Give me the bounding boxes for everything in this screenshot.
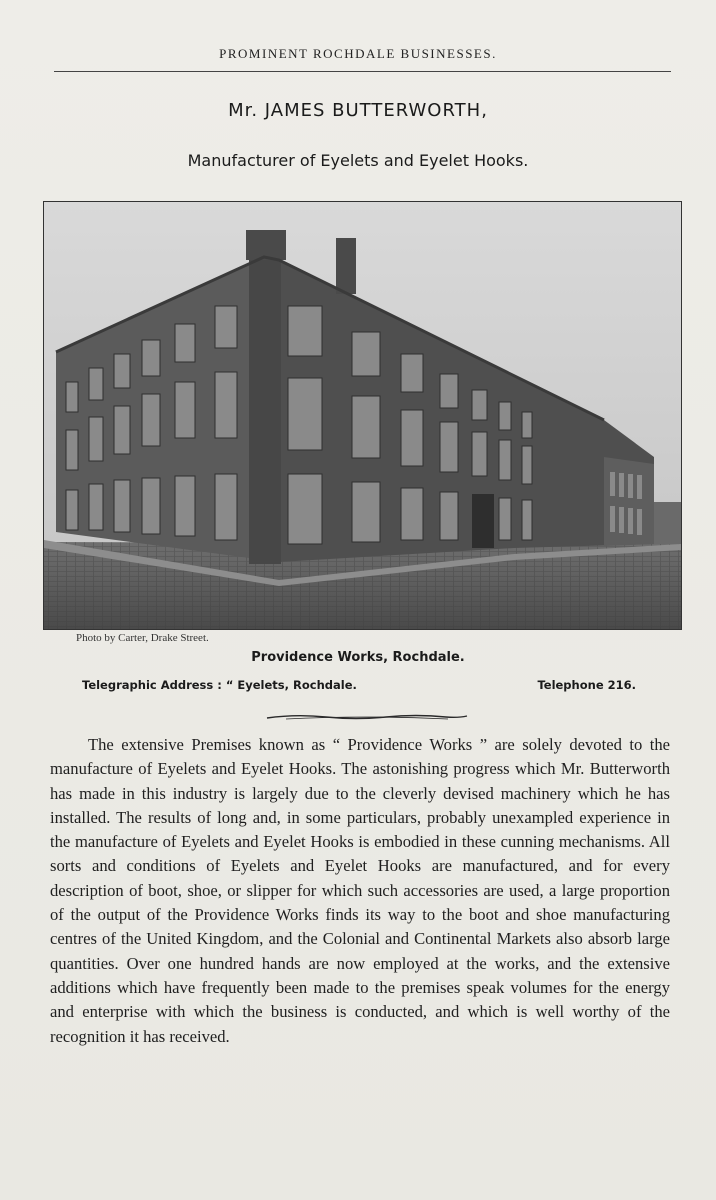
factory-photograph	[43, 201, 682, 630]
ornamental-divider	[266, 709, 468, 727]
telephone-number: Telephone 216.	[537, 678, 636, 692]
article-body: The extensive Premises known as “ Providence Works ” are solely devoted to the manufacture of Eyelets and Eyelet Hooks. The astonishing progress which Mr. Butterworth has made in this industry is largely due to the cleverly devised machinery which he has installed. The results of long and, in some particulars, probably unexampled experience in the manufacture of Eyelets and Eyelet Hooks is embodied in these cunning mechanisms. All sorts and conditions of Eyelets and Eyelet Hooks are manufactured, and for every description of boot, shoe, or slipper for which such accessories are used, a large proportion of the output of the Providence Works finds its way to the boot and shoe manufacturing centres of the United Kingdom, and the Colonial and Continental Markets also absorb large quantities. Over one hundred hands are now employed at the works, and the extensive additions which have frequently been made to the premises speak volumes for the energy and enterprise with which the business is conducted, and which is well worthy of the recognition it has received.	[50, 735, 670, 1046]
photo-caption: Providence Works, Rochdale.	[251, 650, 465, 665]
telegraphic-address: Telegraphic Address : “ Eyelets, Rochdale.	[82, 678, 357, 692]
running-head: PROMINENT ROCHDALE BUSINESSES.	[219, 46, 497, 61]
photo-credit: Photo by Carter, Drake Street.	[76, 632, 209, 644]
page-subtitle: Manufacturer of Eyelets and Eyelet Hooks.	[187, 151, 529, 170]
header-rule	[54, 71, 671, 72]
page-title: Mr. JAMES BUTTERWORTH,	[228, 100, 488, 121]
